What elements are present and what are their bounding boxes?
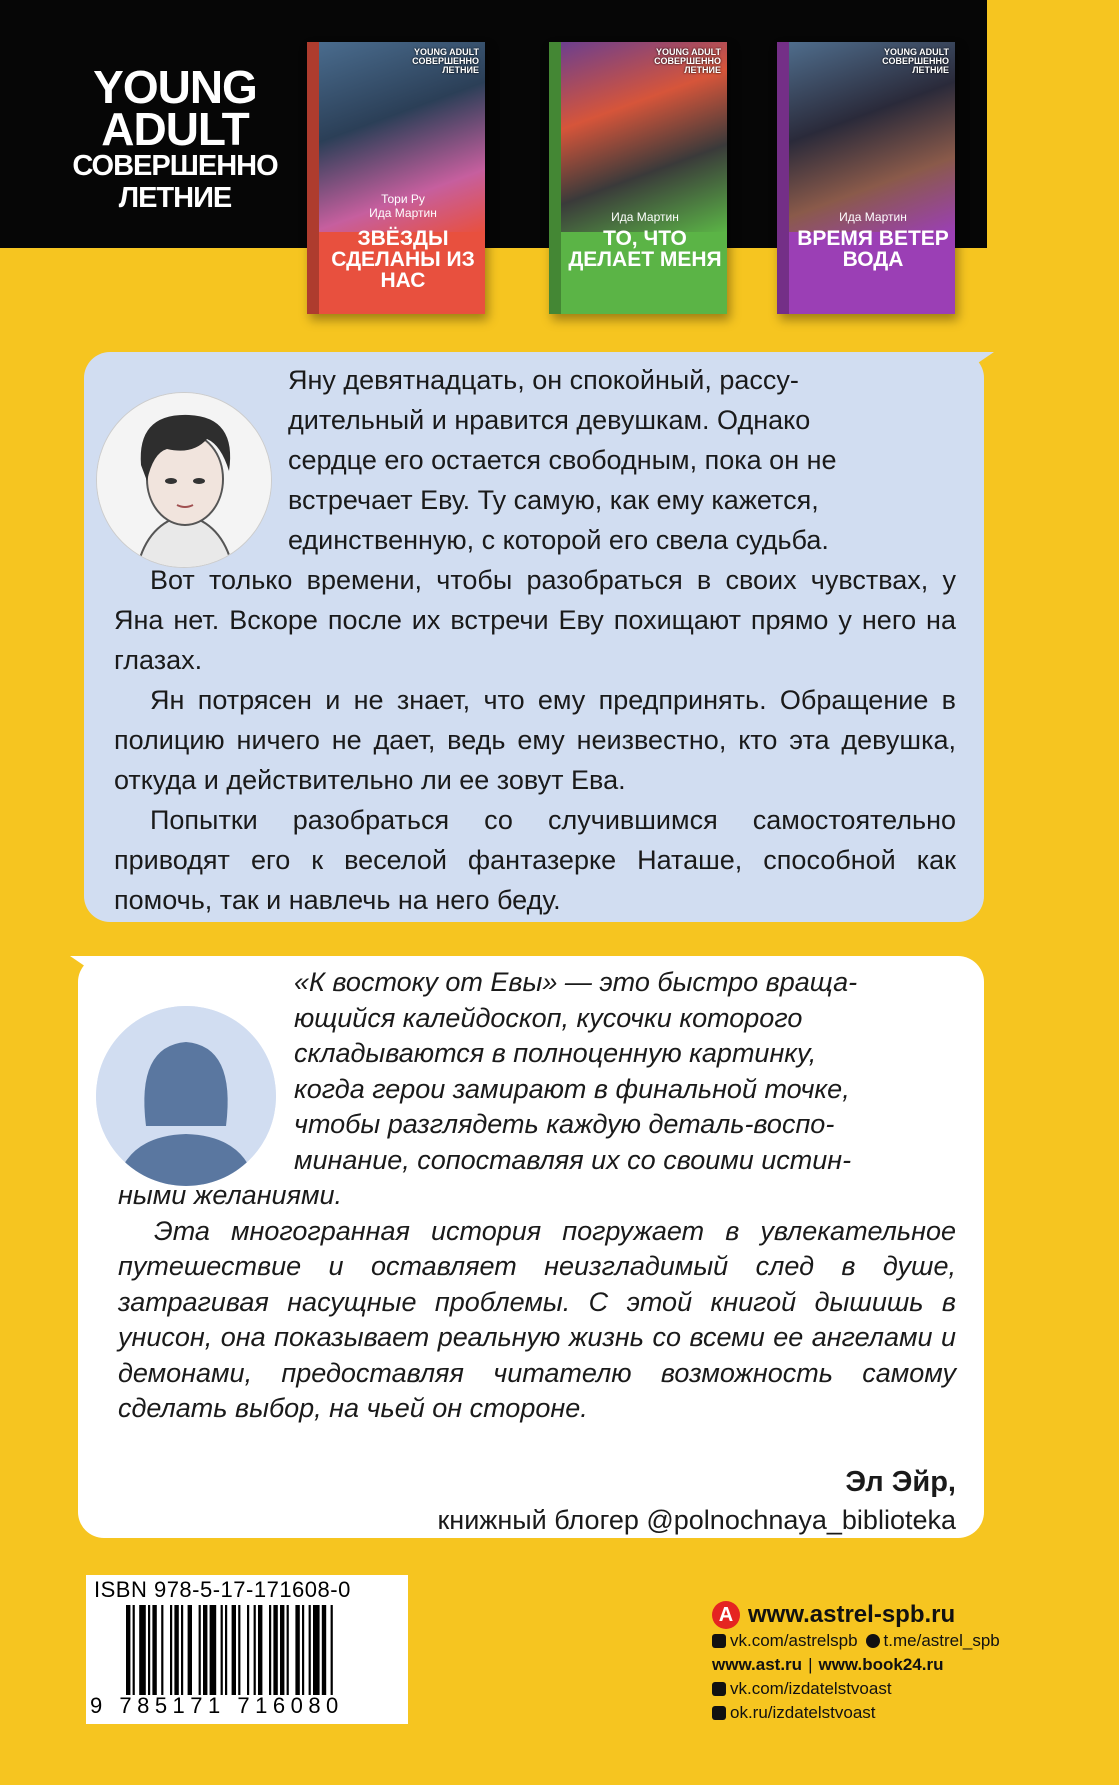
- book-cover-2: [549, 42, 727, 314]
- shop-row: [712, 1653, 1000, 1677]
- isbn-barcode-panel: [86, 1575, 408, 1724]
- book-cover-2-author: Ида Мартин: [611, 210, 679, 224]
- isbn-digits: 9 785171 716080: [90, 1693, 344, 1718]
- publisher-site[interactable]: www.astrel-spb.ru: [748, 1601, 956, 1628]
- astrel-logo-icon: A: [712, 1601, 740, 1629]
- book-cover-2-title: ТО, ЧТО ДЕЛАЕТ МЕНЯ: [568, 227, 722, 271]
- series-logo-line2: ADULT: [101, 103, 249, 155]
- publisher-site-row[interactable]: [712, 1601, 1000, 1629]
- book-cover-3-author: Ида Мартин: [839, 210, 907, 224]
- review-line-tail: ными желаниями.: [118, 1180, 343, 1210]
- synopsis-line: дительный и нравится девушкам. Однако: [288, 405, 811, 435]
- book-cover-1-title: ЗВЁЗДЫ СДЕЛАНЫ ИЗ НАС: [331, 227, 475, 292]
- review-text: [118, 965, 956, 1427]
- book-cover-2-spine: [549, 42, 561, 314]
- vk-icon: [712, 1634, 726, 1648]
- book-cover-3-title: ВРЕМЯ ВЕТЕР ВОДА: [797, 227, 949, 271]
- isbn-label: ISBN 978-5-17-171608-0: [94, 1577, 351, 1602]
- series-logo-line1: YOUNG: [93, 61, 257, 113]
- publisher-links: [712, 1601, 1000, 1725]
- book-cover-1-author: Тори Ру Ида Мартин: [369, 192, 437, 220]
- link-separator: |: [808, 1655, 813, 1674]
- book-cover-1: [307, 42, 485, 314]
- synopsis-paragraph-4: Попытки разобраться со случившимся самостоятельно приводят его к веселой фантазерке Наташе, способной как помочь, так и навлечь на него беду.: [114, 805, 956, 915]
- ok-icon: [712, 1706, 726, 1720]
- reviewer-signature: [437, 1463, 956, 1539]
- vk-link-1[interactable]: vk.com/astrelspb: [730, 1631, 858, 1650]
- book-cover-1-spine: [307, 42, 319, 314]
- review-line: складываются в полноценную картинку,: [294, 1038, 817, 1068]
- synopsis-line: встречает Еву. Ту самую, как ему кажется,: [288, 485, 819, 515]
- book-cover-1-series: YOUNG ADULT СОВЕРШЕННО ЛЕТНИЕ: [412, 47, 479, 75]
- review-paragraph-2: Эта многогранная история погружает в увлекательное путешествие и оставляет неизгладимый след в душе, затрагивая насущные проблемы. С этой книгой дышишь в унисон, она показывает реальную жизнь со всеми ее ангелами и демонами, предоставляя читателю возможность самому сделать выбор, на чьей он стороне.: [118, 1215, 956, 1423]
- review-line: чтобы разглядеть каждую деталь-воспо-: [294, 1109, 835, 1139]
- vk-link-2[interactable]: vk.com/izdatelstvoast: [730, 1679, 892, 1698]
- synopsis-line: Яну девятнадцать, он спокойный, рассу-: [288, 365, 799, 395]
- social-row-1: [712, 1629, 1000, 1653]
- barcode-icon: [126, 1605, 400, 1695]
- review-line: минание, сопоставляя их со своими истин-: [294, 1144, 852, 1175]
- series-logo: [70, 61, 280, 214]
- telegram-icon: [866, 1634, 880, 1648]
- social-row-2: [712, 1677, 1000, 1701]
- book24-link[interactable]: www.book24.ru: [818, 1655, 944, 1674]
- synopsis-paragraph-3: Ян потрясен и не знает, что ему предпринять. Обращение в полицию ничего не дает, ведь ему неизвестно, кто эта девушка, откуда и действительно ли ее зовут Ева.: [114, 685, 956, 795]
- review-line: «К востоку от Евы» — это быстро враща-: [294, 967, 858, 997]
- review-line: ющийся калейдоскоп, кусочки которого: [294, 1002, 803, 1033]
- book-cover-2-series: YOUNG ADULT СОВЕРШЕННО ЛЕТНИЕ: [654, 47, 721, 75]
- book-cover-3-series: YOUNG ADULT СОВЕРШЕННО ЛЕТНИЕ: [882, 47, 949, 75]
- reviewer-role: книжный блогер @polnochnaya_biblioteka: [437, 1505, 956, 1535]
- ast-link[interactable]: www.ast.ru: [712, 1655, 803, 1674]
- synopsis-line: единственную, с которой его свела судьба.: [288, 525, 829, 555]
- ok-link[interactable]: ok.ru/izdatelstvoast: [730, 1703, 876, 1722]
- telegram-link[interactable]: t.me/astrel_spb: [883, 1631, 1000, 1650]
- book-cover-3: [777, 42, 955, 314]
- vk-icon: [712, 1682, 726, 1696]
- reviewer-name: Эл Эйр,: [845, 1466, 956, 1498]
- social-row-3: [712, 1701, 1000, 1725]
- synopsis-text: [114, 360, 956, 920]
- synopsis-paragraph-2: Вот только времени, чтобы разобраться в своих чувствах, у Яна нет. Вскоре после их встречи Еву похищают прямо у него на глазах.: [114, 565, 956, 675]
- synopsis-line: сердце его остается свободным, пока он не: [288, 445, 837, 475]
- book-cover-3-spine: [777, 42, 789, 314]
- review-line: когда герои замирают в финальной точке,: [294, 1073, 850, 1104]
- series-logo-line4: ЛЕТНИЕ: [118, 182, 232, 214]
- series-logo-line3: СОВЕРШЕННО: [72, 150, 278, 182]
